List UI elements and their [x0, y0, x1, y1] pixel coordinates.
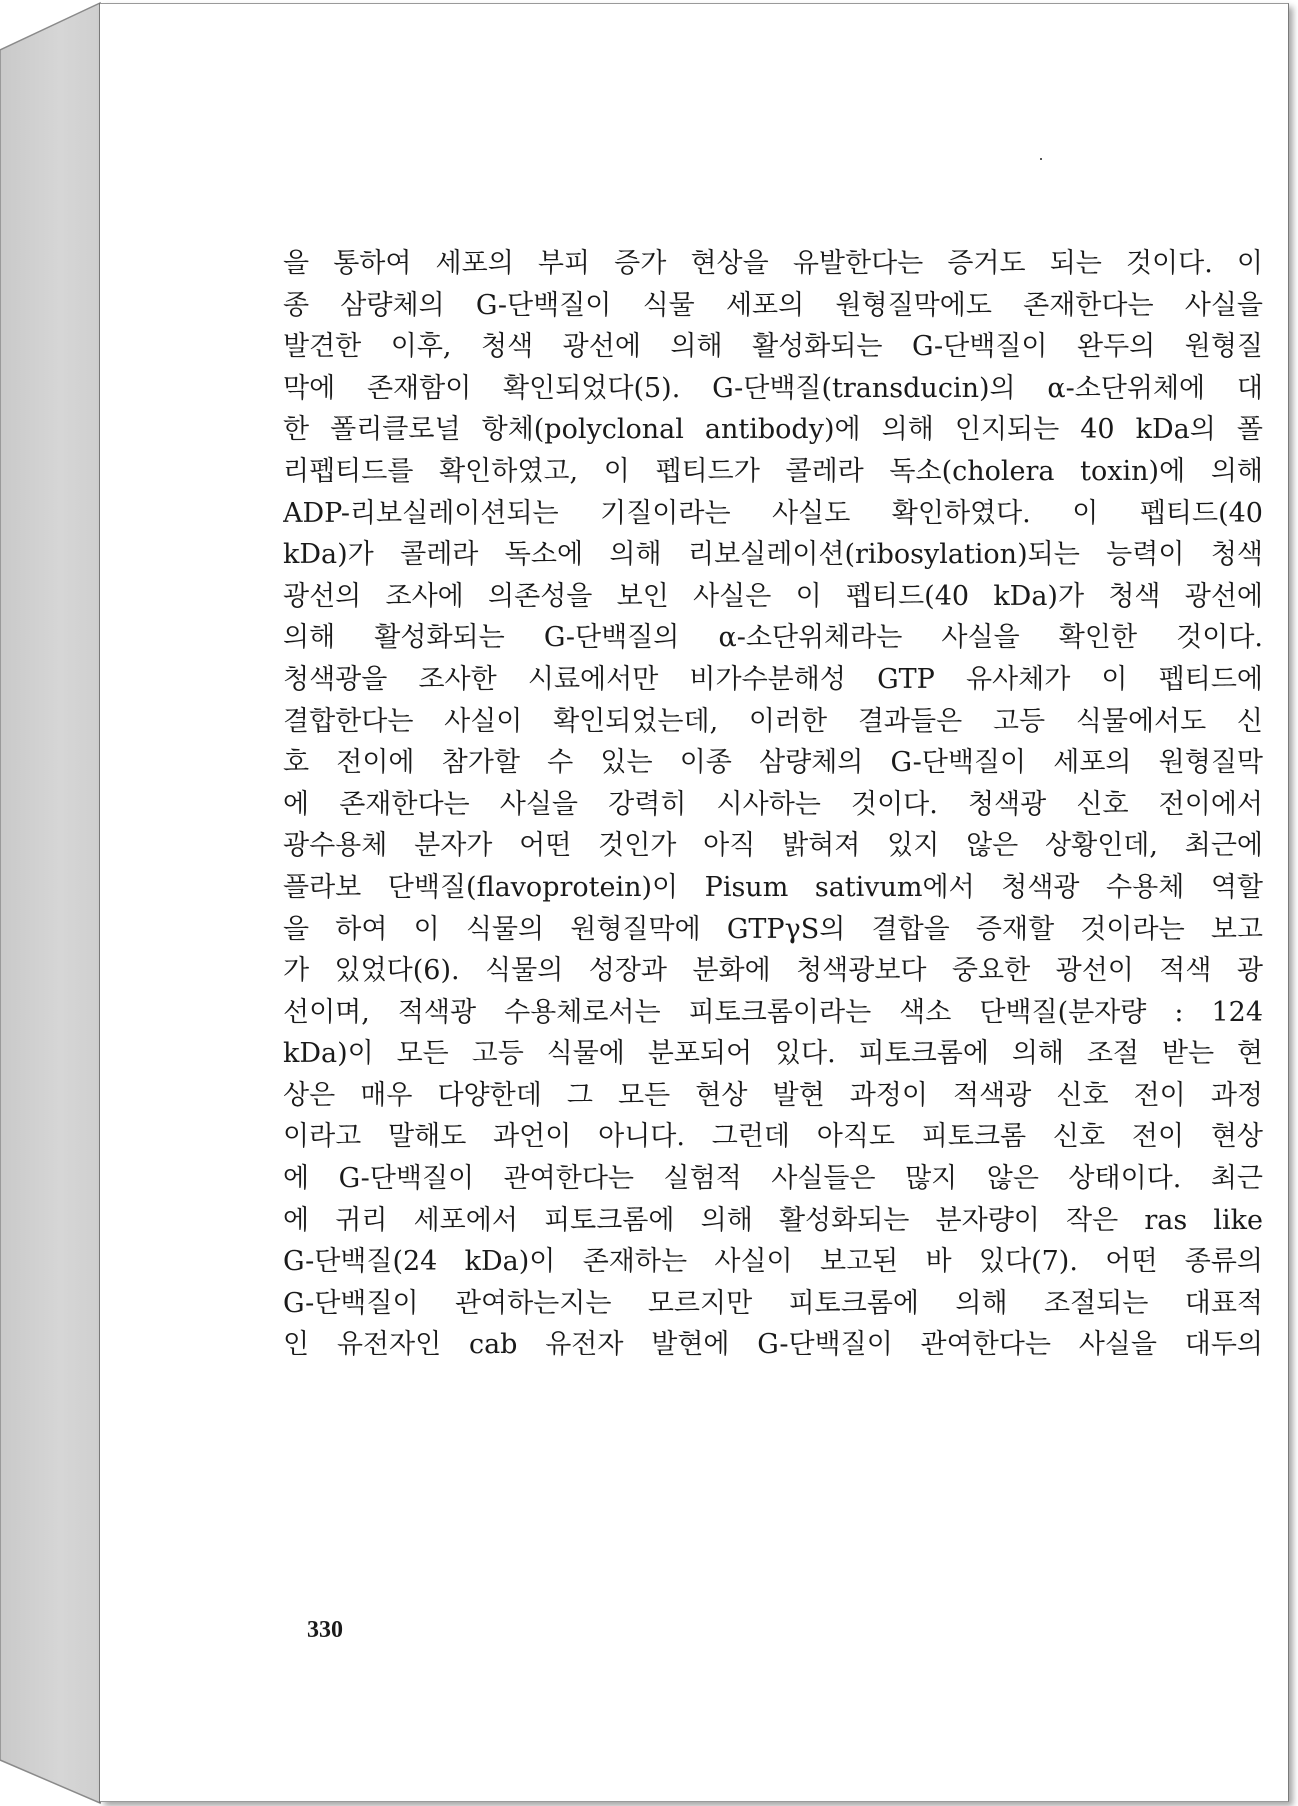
book-page [100, 3, 1289, 1802]
text-line: 선이며, 적색광 수용체로서는 피토크롬이라는 색소 단백질(분자량 : 124 [283, 996, 1263, 1028]
text-line: 발견한 이후, 청색 광선에 의해 활성화되는 G-단백질이 완두의 원형질 [283, 331, 1263, 363]
text-line: 리펩티드를 확인하였고, 이 펩티드가 콜레라 독소(cholera toxin)에 의해 [283, 455, 1263, 487]
text-line: 의해 활성화되는 G-단백질의 α-소단위체라는 사실을 확인한 것이다. [283, 622, 1263, 654]
text-line: 한 폴리클로널 항체(polyclonal antibody)에 의해 인지되는 40 kDa의 폴 [283, 414, 1263, 446]
text-line: 에 귀리 세포에서 피토크롬에 의해 활성화되는 분자량이 작은 ras like [283, 1204, 1263, 1236]
text-line: 막에 존재함이 확인되었다(5). G-단백질(transducin)의 α-소단위체에 대 [283, 372, 1263, 404]
text-line: 을 통하여 세포의 부피 증가 현상을 유발한다는 증거도 되는 것이다. 이 [283, 248, 1263, 279]
text-line: 가 있었다(6). 식물의 성장과 분화에 청색광보다 중요한 광선이 적색 광 [283, 955, 1263, 987]
text-line: 종 삼량체의 G-단백질이 식물 세포의 원형질막에도 존재한다는 사실을 [283, 289, 1263, 321]
text-line: 인 유전자인 cab 유전자 발현에 G-단백질이 관여한다는 사실을 대두의 [283, 1329, 1263, 1361]
text-line: kDa)이 모든 고등 식물에 분포되어 있다. 피토크롬에 의해 조절 받는 현 [283, 1038, 1263, 1070]
text-line: 광수용체 분자가 어떤 것인가 아직 밝혀져 있지 않은 상황인데, 최근에 [283, 830, 1263, 862]
text-line: 이라고 말해도 과언이 아니다. 그런데 아직도 피토크롬 신호 전이 현상 [283, 1121, 1263, 1153]
text-line: 결합한다는 사실이 확인되었는데, 이러한 결과들은 고등 식물에서도 신 [283, 705, 1263, 737]
text-line: 호 전이에 참가할 수 있는 이종 삼량체의 G-단백질이 세포의 원형질막 [283, 747, 1263, 779]
text-line: G-단백질이 관여하는지는 모르지만 피토크롬에 의해 조절되는 대표적 [283, 1287, 1263, 1319]
text-line: 광선의 조사에 의존성을 보인 사실은 이 펩티드(40 kDa)가 청색 광선에 [283, 580, 1263, 612]
body-text [283, 243, 1263, 1366]
page-number: 330 [307, 1617, 343, 1643]
text-line: 을 하여 이 식물의 원형질막에 GTPγS의 결합을 증재할 것이라는 보고 [283, 913, 1263, 945]
text-line: ADP-리보실레이션되는 기질이라는 사실도 확인하였다. 이 펩티드(40 [283, 497, 1263, 529]
text-line: 플라보 단백질(flavoprotein)이 Pisum sativum에서 청색광 수용체 역할 [283, 871, 1263, 903]
text-line: 에 G-단백질이 관여한다는 실험적 사실들은 많지 않은 상태이다. 최근 [283, 1163, 1263, 1195]
text-line: G-단백질(24 kDa)이 존재하는 사실이 보고된 바 있다(7). 어떤 종류의 [283, 1246, 1263, 1278]
text-line: 청색광을 조사한 시료에서만 비가수분해성 GTP 유사체가 이 펩티드에 [283, 663, 1263, 695]
speck-mark [1040, 158, 1042, 160]
text-line: 에 존재한다는 사실을 강력히 시사하는 것이다. 청색광 신호 전이에서 [283, 788, 1263, 820]
text-line: 상은 매우 다양한데 그 모든 현상 발현 과정이 적색광 신호 전이 과정 [283, 1079, 1263, 1111]
book-spine [0, 0, 110, 1806]
text-line: kDa)가 콜레라 독소에 의해 리보실레이션(ribosylation)되는 능력이 청색 [283, 539, 1263, 571]
